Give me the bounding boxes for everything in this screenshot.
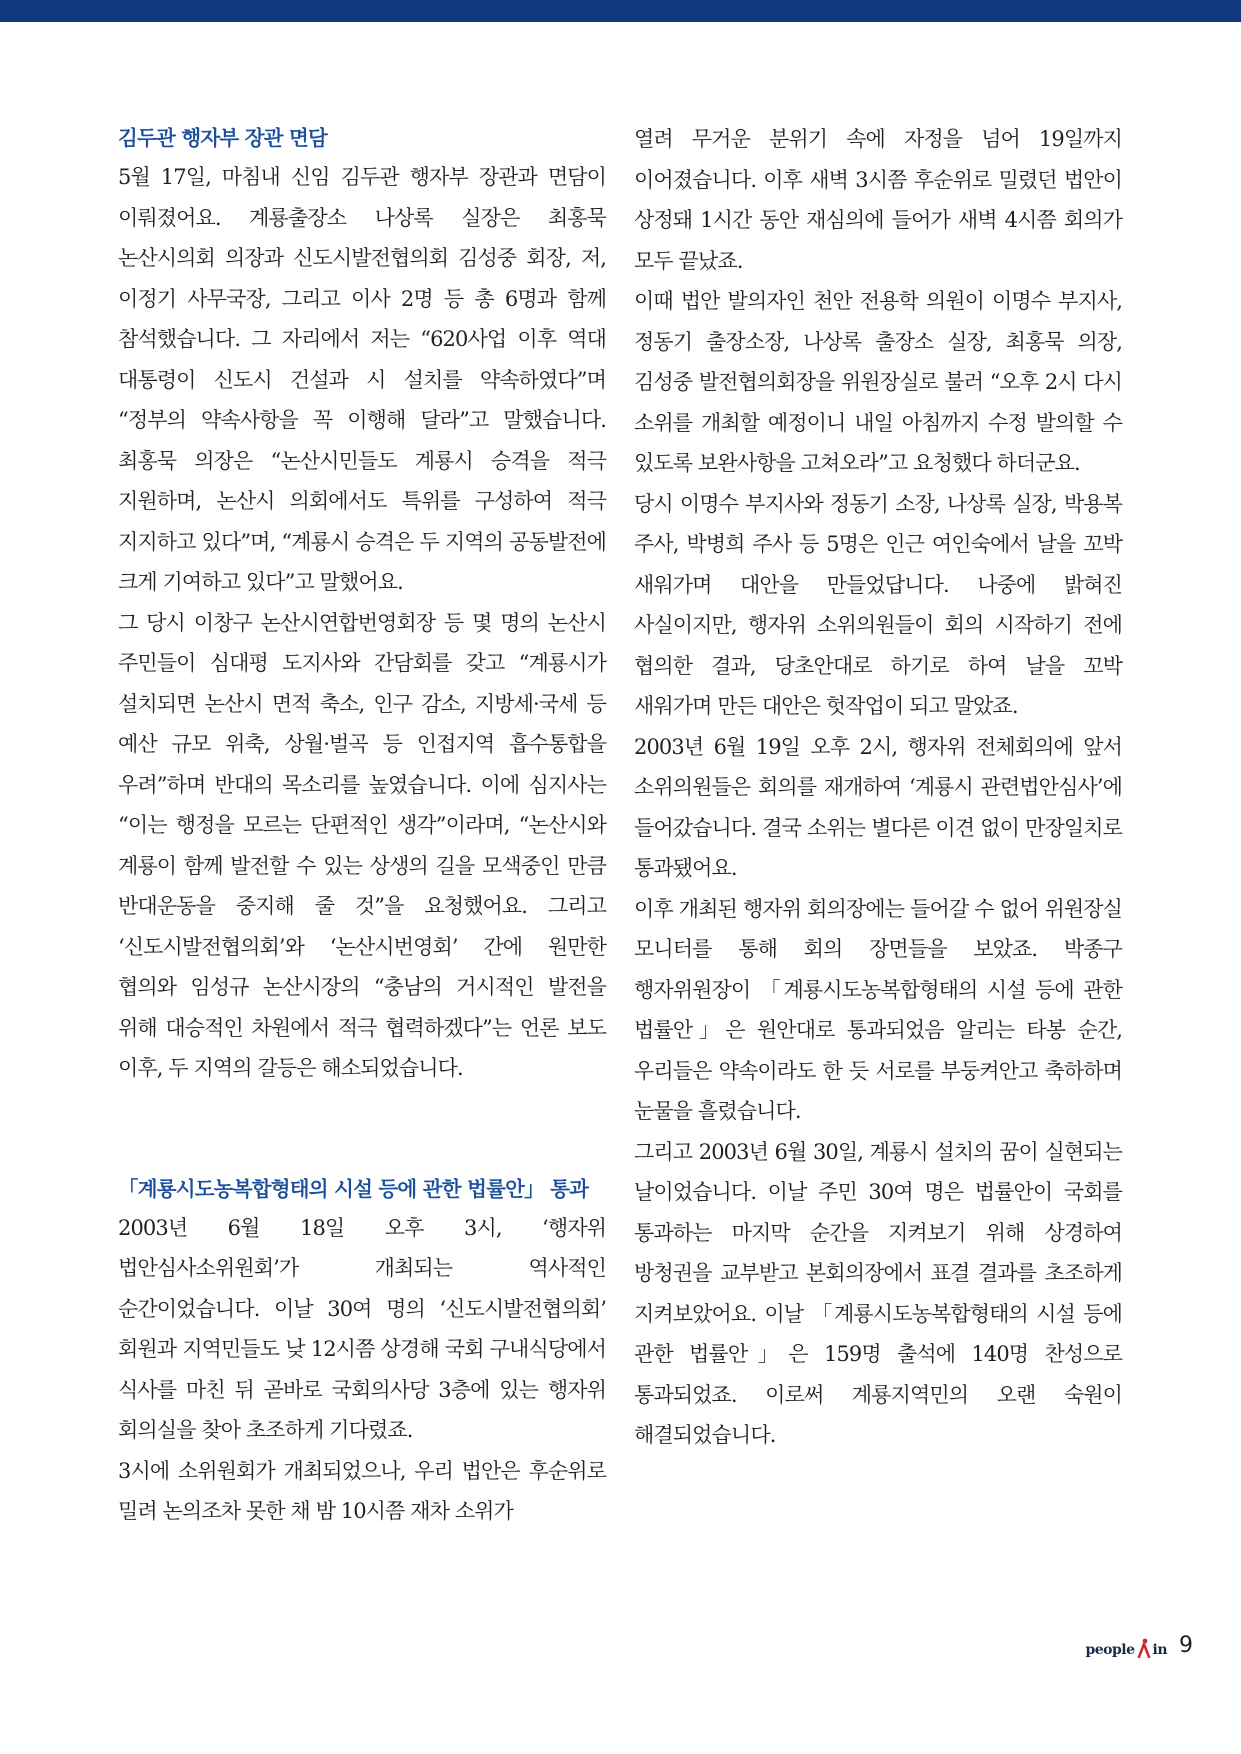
paragraph: 2003년 6월 18일 오후 3시, ‘행자위 법안심사소위원회’가 개최되는 역사적인 순간이었습니다. 이날 30여 명의 ‘신도시발전협의회’ 회원과 지역민들도 낮 12시쯤 상경해 국회 구내식당에서 식사를 마친 뒤 곧바로 국회의사당 3층에 있는 행자위 회의실을 찾아 초조하게 기다렸죠. — [118, 1215, 606, 1442]
paragraph: 3시에 소위원회가 개최되었으나, 우리 법안은 후순위로 밀려 논의조차 못한 채 밤 10시쯤 재차 소위가 — [118, 1458, 606, 1523]
paragraph: 당시 이명수 부지사와 정동기 소장, 나상록 실장, 박용복 주사, 박병희 주사 등 5명은 인근 여인숙에서 날을 꼬박 새워가며 대안을 만들었답니다. 나중에 밝혀진 사실이지만, 행자위 소위의원들이 회의 시작하기 전에 협의한 결과, 당초안대로 하기로 하여 날을 꼬박 새워가며 만든 대안은 헛작업이 되고 말았죠. — [634, 491, 1122, 718]
section-heading-meeting: 김두관 행자부 장관 면담 — [118, 126, 328, 150]
top-color-band — [0, 0, 1241, 22]
page-number: 9 — [1179, 1633, 1193, 1658]
paragraph: 2003년 6월 19일 오후 2시, 행자위 전체회의에 앞서 소위의원들은 회의를 재개하여 ‘계룡시 관련법안심사’에 들어갔습니다. 결국 소위는 별다른 이견 없이 만장일치로 통과됐어요. — [634, 734, 1122, 880]
magazine-logo — [1085, 1638, 1167, 1658]
logo-text-in: in — [1152, 1642, 1167, 1658]
section-spacer — [118, 1089, 606, 1170]
paragraph: 이때 법안 발의자인 천안 전용학 의원이 이명수 부지사, 정동기 출장소장, 나상록 출장소 실장, 최홍묵 의장, 김성중 발전협의회장을 위원장실로 불러 “오후 2시 다시 소위를 개최할 예정이니 내일 아침까지 수정 발의할 수 있도록 보완사항을 고쳐오라”고 요청했다 하더군요. — [634, 289, 1122, 475]
paragraph: 그리고 2003년 6월 30일, 계룡시 설치의 꿈이 실현되는 날이었습니다. 이날 주민 30여 명은 법률안이 국회를 통과하는 마지막 순간을 지켜보기 위해 상경하여 방청권을 교부받고 본회의장에서 표결 결과를 초조하게 지켜보았어요. 이날 「계룡시도농복합형태의 시설 등에 관한 법률안」은 159명 출석에 140명 찬성으로 통과되었죠. 이로써 계룡지역민의 오랜 숙원이 해결되었습니다. — [634, 1139, 1122, 1447]
left-column — [118, 119, 606, 1532]
paragraph: 이후 개최된 행자위 회의장에는 들어갈 수 없어 위원장실 모니터를 통해 회의 장면들을 보았죠. 박종구 행자위원장이 「계룡시도농복합형태의 시설 등에 관한 법률안」은 원안대로 통과되었음 알리는 타봉 순간, 우리들은 약속이라도 한 듯 서로를 부둥켜안고 축하하며 눈물을 흘렸습니다. — [634, 896, 1122, 1123]
person-logo-icon — [1136, 1638, 1152, 1658]
paragraph: 5월 17일, 마침내 신임 김두관 행자부 장관과 면담이 이뤄졌어요. 계룡출장소 나상록 실장은 최홍묵 논산시의회 의장과 신도시발전협의회 김성중 회장, 저, 이정기 사무국장, 그리고 이사 2명 등 총 6명과 함께 참석했습니다. 그 자리에서 저는 “620사업 이후 역대 대통령이 신도시 건설과 시 설치를 약속하였다”며 “정부의 약속사항을 꼭 이행해 달라”고 말했습니다. 최홍묵 의장은 “논산시민들도 계룡시 승격을 적극 지원하며, 논산시 의회에서도 특위를 구성하여 적극 지지하고 있다”며, “계룡시 승격은 두 지역의 공동발전에 크게 기여하고 있다”고 말했어요. — [118, 165, 606, 594]
right-column — [634, 119, 1122, 1456]
logo-text-people: people — [1085, 1642, 1135, 1658]
section-heading-bill-passed: 「계룡시도농복합형태의 시설 등에 관한 법률안」 통과 — [118, 1176, 589, 1201]
paragraph: 열려 무거운 분위기 속에 자정을 넘어 19일까지 이어졌습니다. 이후 새벽 3시쯤 후순위로 밀렸던 법안이 상정돼 1시간 동안 재심의에 들어가 새벽 4시쯤 회의가 모두 끝났죠. — [634, 127, 1122, 273]
page-footer — [1085, 1634, 1193, 1658]
paragraph: 그 당시 이창구 논산시연합번영회장 등 몇 명의 논산시 주민들이 심대평 도지사와 간담회를 갖고 “계룡시가 설치되면 논산시 면적 축소, 인구 감소, 지방세·국세 등 예산 규모 위축, 상월·벌곡 등 인접지역 흡수통합을 우려”하며 반대의 목소리를 높였습니다. 이에 심지사는 “이는 행정을 모르는 단편적인 생각”이라며, “논산시와 계룡이 함께 발전할 수 있는 상생의 길을 모색중인 만큼 반대운동을 중지해 줄 것”을 요청했어요. 그리고 ‘신도시발전협의회’와 ‘논산시번영회’ 간에 원만한 협의와 임성규 논산시장의 “충남의 거시적인 발전을 위해 대승적인 차원에서 적극 협력하겠다”는 언론 보도 이후, 두 지역의 갈등은 해소되었습니다. — [118, 610, 606, 1080]
